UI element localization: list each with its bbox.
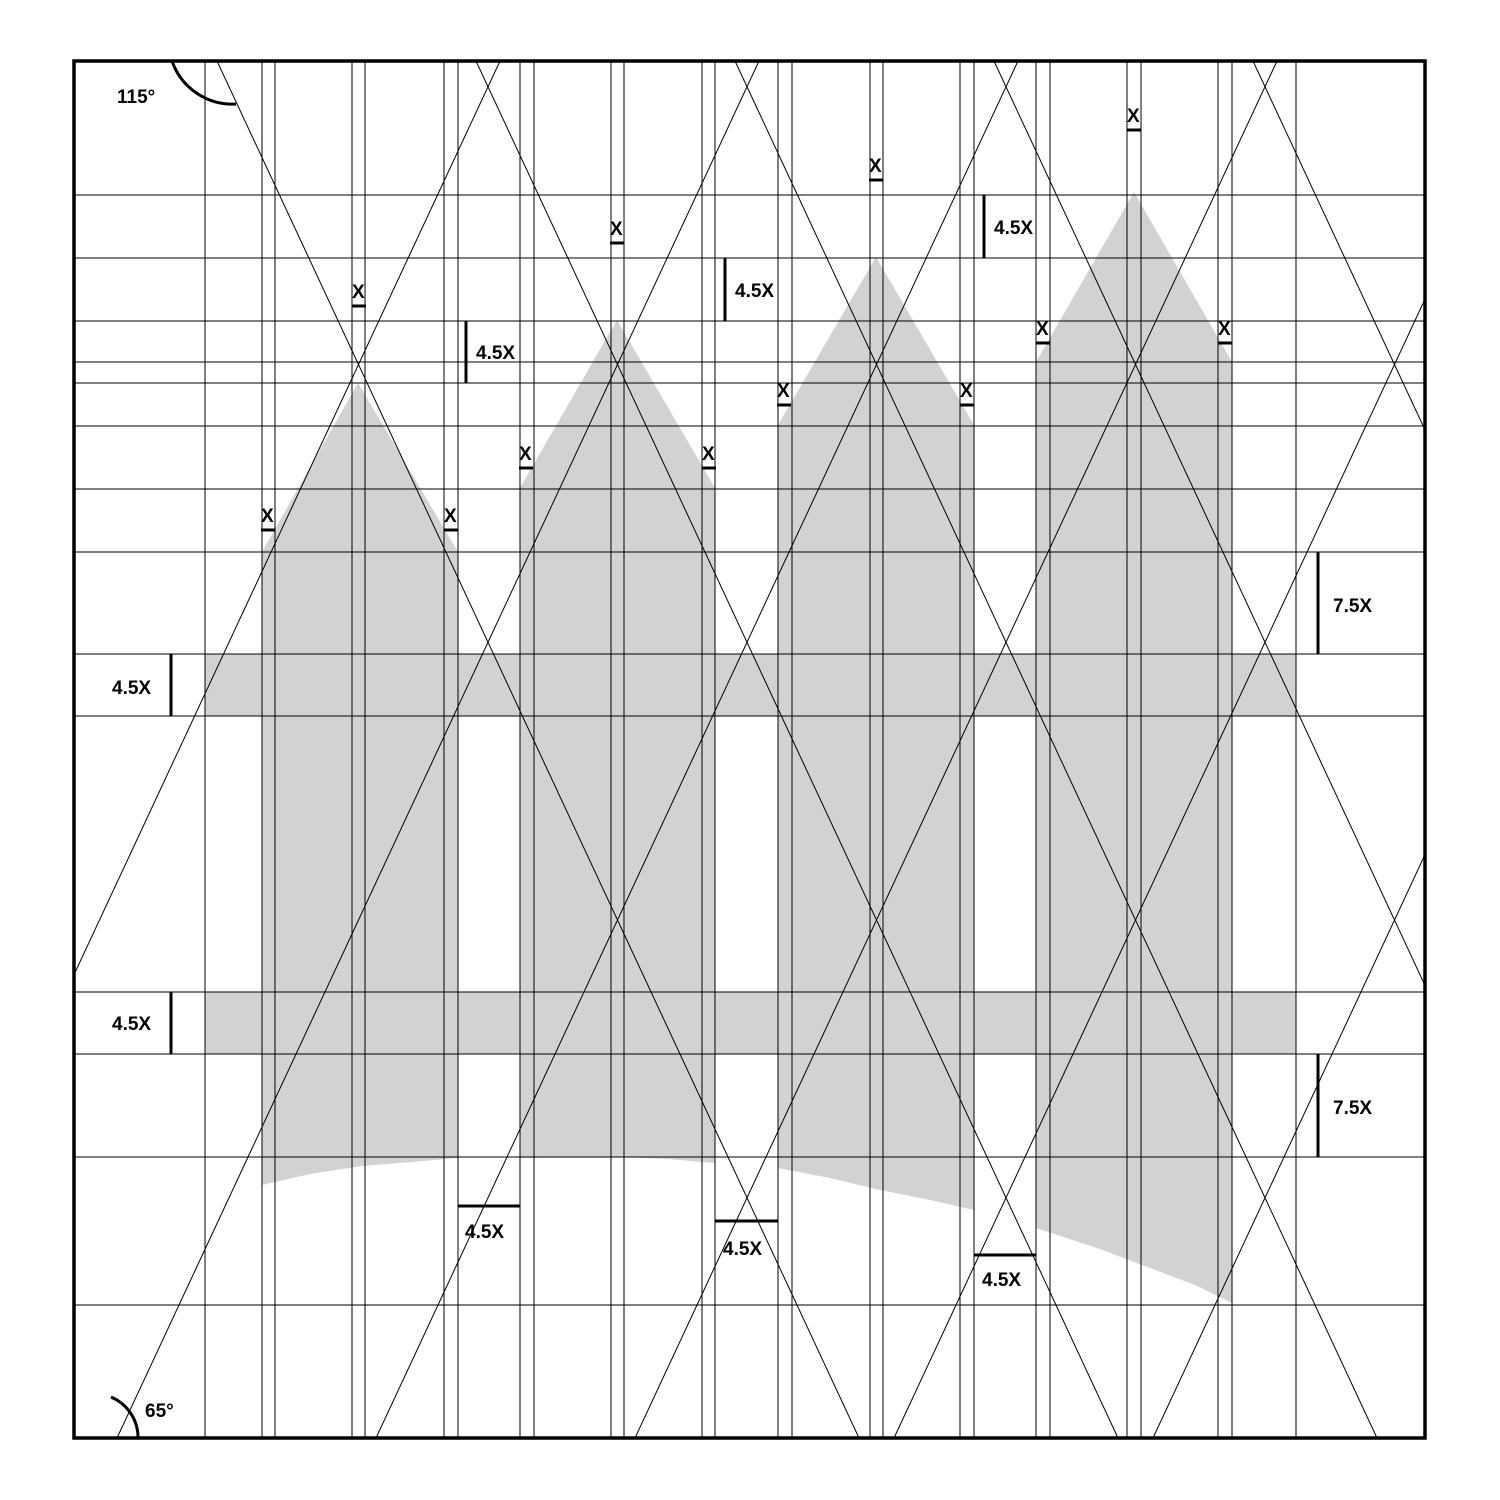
x-mark: X — [1036, 319, 1049, 340]
step-1-label: 4.5X — [476, 343, 516, 364]
diagonal-guides — [0, 61, 1500, 1438]
bottom-rail-label: 4.5X — [112, 1014, 152, 1035]
angle-label-115: 115° — [117, 87, 156, 108]
x-mark: X — [261, 506, 274, 527]
gap-3-label: 4.5X — [982, 1270, 1022, 1291]
gap-2-label: 4.5X — [723, 1239, 763, 1260]
top-rail-label: 4.5X — [112, 678, 152, 699]
angle-arc-bottom — [111, 1397, 138, 1438]
gap-1-label: 4.5X — [465, 1222, 505, 1243]
x-mark: X — [519, 444, 532, 465]
top-rail — [205, 654, 1296, 716]
bottom-rail — [205, 992, 1296, 1054]
angle-arc-top — [172, 61, 236, 104]
x-mark: X — [1127, 106, 1140, 127]
construction-grid — [0, 61, 1500, 1438]
x-mark: X — [444, 506, 457, 527]
step-3-label: 4.5X — [994, 218, 1034, 239]
picket-4-shape — [1036, 192, 1232, 1303]
x-mark: X — [1218, 319, 1231, 340]
upper-gap-label: 7.5X — [1333, 596, 1373, 617]
x-mark: X — [960, 381, 973, 402]
x-mark: X — [352, 282, 365, 303]
lower-gap-label: 7.5X — [1333, 1098, 1373, 1119]
angle-label-65: 65° — [145, 1401, 174, 1422]
step-2-label: 4.5X — [735, 281, 775, 302]
x-mark: X — [610, 219, 623, 240]
x-mark: X — [702, 444, 715, 465]
x-mark: X — [869, 156, 882, 177]
x-mark: X — [777, 381, 790, 402]
